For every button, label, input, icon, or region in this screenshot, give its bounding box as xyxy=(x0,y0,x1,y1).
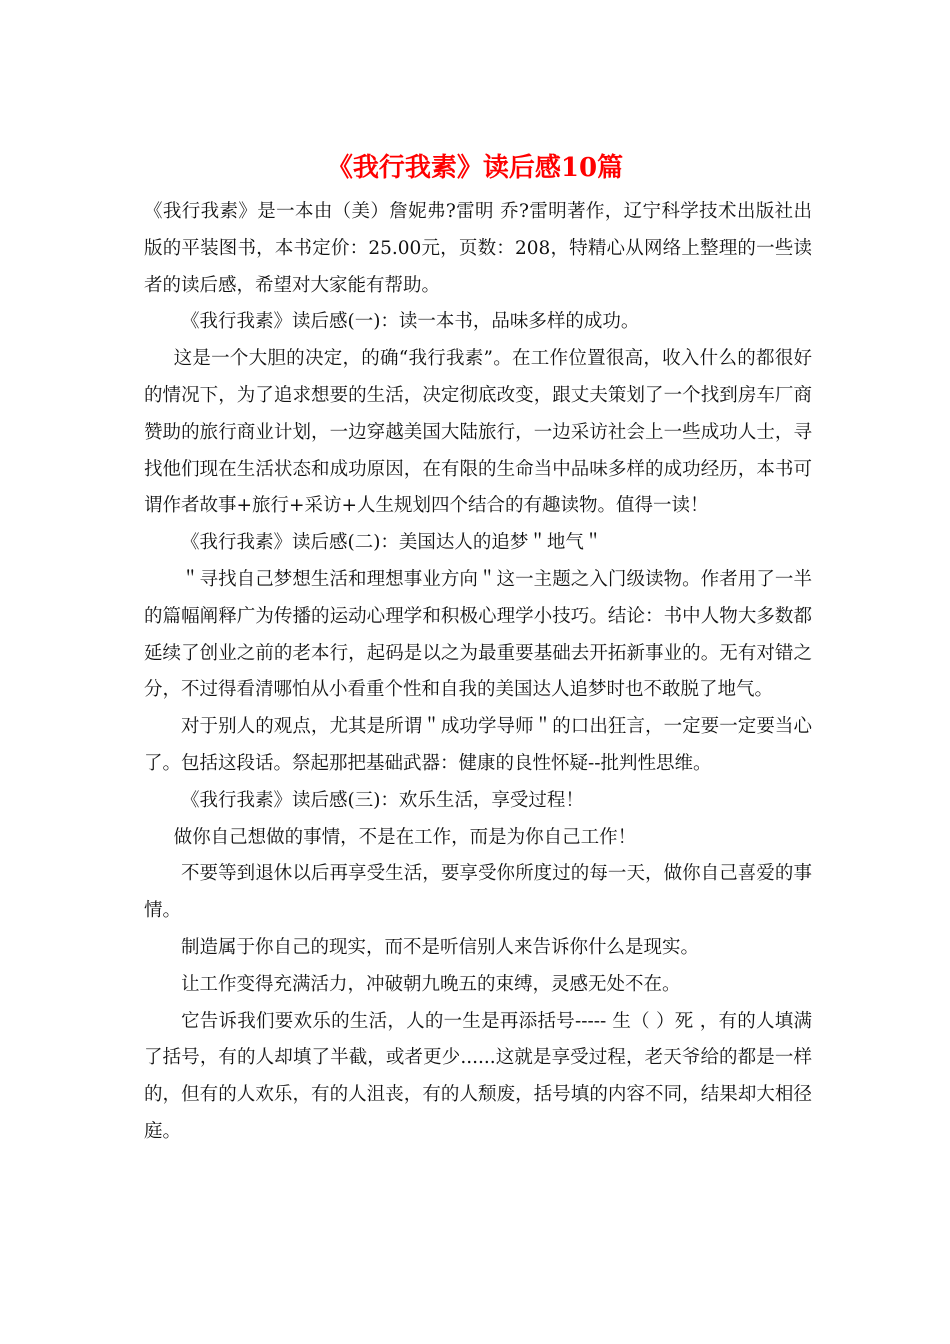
paragraph: 不要等到退休以后再享受生活，要享受你所度过的每一天，做你自己喜爱的事情。 xyxy=(144,863,812,922)
paragraph: 做你自己想做的事情，不是在工作，而是为你自己工作！ xyxy=(173,826,637,848)
paragraph: 对于别人的观点，尤其是所谓＂成功学导师＂的口出狂言，一定要一定要当心了。包括这段话。祭起那把基础武器：健康的良性怀疑--批判性思维。 xyxy=(144,716,812,774)
paragraph: 这是一个大胆的决定，的确“我行我素”。在工作位置很高，收入什么的都很好的情况下，为了追求想要的生活，决定彻底改变，跟丈夫策划了一个找到房车厂商赞助的旅行商业计划，一边穿越美国大陆旅行，一边采访社会上一些成功人士，寻找他们现在生活状态和成功原因，在有限的生命当中品味多样的成功经历，本书可谓作者故事+旅行+采访+人生规划四个结合的有趣读物。值得一读！ xyxy=(144,348,812,517)
paragraph: 制造属于你自己的现实，而不是听信别人来告诉你什么是现实。 xyxy=(181,936,700,958)
document-title: 《我行我素》读后感10篇 xyxy=(326,153,624,183)
paragraph: 它告诉我们要欢乐的生活，人的一生是再添括号----- 生（ ）死 ，有的人填满了括号，有的人却填了半截，或者更少......这就是享受过程，老天爷给的都是一样的，但有的人欢乐，有的人沮丧，有的人颓废，括号填的内容不同，结果却大相径庭。 xyxy=(144,1010,812,1142)
section-heading-1: 《我行我素》读后感(一)：读一本书，品味多样的成功。 xyxy=(181,311,640,333)
document-body xyxy=(144,194,812,1151)
paragraph-intro: 《我行我素》是一本由（美）詹妮弗?雷明 乔?雷明著作，辽宁科学技术出版社出版的平装图书，本书定价：25.00元，页数：208，特精心从网络上整理的一些读者的读后感，希望对大家能有帮助。 xyxy=(144,201,812,296)
paragraph: 让工作变得充满活力，冲破朝九晚五的束缚，灵感无处不在。 xyxy=(181,973,681,995)
section-heading-2: 《我行我素》读后感(二)：美国达人的追梦＂地气＂ xyxy=(181,532,603,554)
section-heading-3: 《我行我素》读后感(三)：欢乐生活，享受过程！ xyxy=(181,789,584,811)
paragraph: ＂寻找自己梦想生活和理想事业方向＂这一主题之入门级读物。作者用了一半的篇幅阐释广为传播的运动心理学和积极心理学小技巧。结论：书中人物大多数都延续了创业之前的老本行，起码是以之为最重要基础去开拓新事业的。无有对错之分，不过得看清哪怕从小看重个性和自我的美国达人追梦时也不敢脱了地气。 xyxy=(144,568,812,701)
